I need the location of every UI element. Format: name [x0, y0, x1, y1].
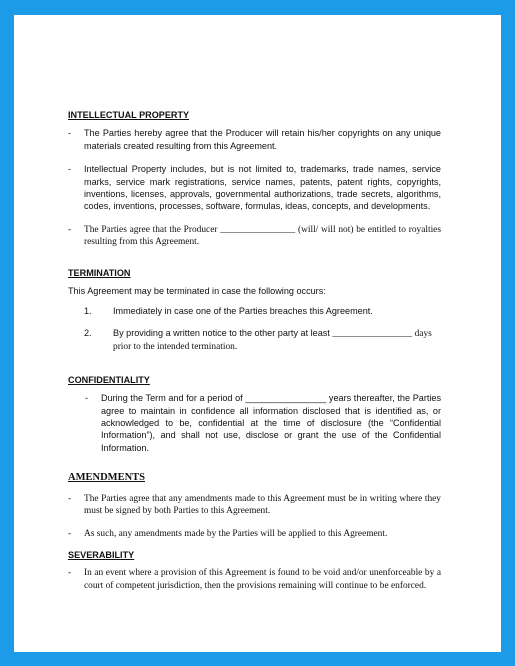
section-heading-confidentiality: CONFIDENTIALITY [68, 374, 150, 385]
section-amendments [68, 472, 441, 541]
section-heading-termination: TERMINATION [68, 267, 131, 278]
ip-item-1 [68, 127, 441, 152]
termination-item-text: Immediately in case one of the Parties breaches this Agreement. [113, 306, 373, 317]
bullet-dash: - [68, 128, 72, 139]
bullet-dash: - [85, 393, 89, 404]
item-number: 1. [84, 306, 92, 317]
severability-item [68, 567, 441, 592]
ip-item-2 [68, 163, 441, 213]
bullet-dash: - [68, 493, 72, 504]
section-severability [68, 549, 441, 592]
item-number: 2. [84, 327, 92, 338]
amendments-item-1 [68, 493, 441, 518]
ip-item-text: The Parties hereby agree that the Producer will retain his/her copyrights on any unique materials created resulting from this Agreement. [84, 128, 441, 151]
bullet-dash: - [68, 529, 72, 540]
blank-line: _________________ [332, 328, 413, 339]
amendments-item-2 [68, 528, 441, 540]
section-termination [68, 267, 441, 354]
document-page [14, 15, 501, 652]
termination-item-text: By providing a written notice to the other party at least [113, 327, 330, 338]
section-heading-intellectual-property: INTELLECTUAL PROPERTY [68, 110, 190, 120]
section-intellectual-property [68, 109, 441, 249]
termination-item-text-cont: days prior to the intended termination. [113, 328, 432, 353]
amendments-item-text: As such, any amendments made by the Parties will be applied to this Agreement. [84, 529, 388, 540]
amendments-item-text: The Parties agree that any amendments made to this Agreement must be in writing where they must be signed by both Parties to this Agreement. [84, 493, 441, 516]
bullet-dash: - [68, 224, 72, 235]
bullet-dash: - [68, 164, 72, 175]
section-heading-amendments: AMENDMENTS [68, 472, 146, 484]
bullet-dash: - [68, 568, 72, 579]
termination-item-2 [84, 327, 441, 354]
severability-text: In an event where a provision of this Agreement is found to be void and/or unenforceable by a court of competent jurisdiction, then the provisions remaining will continue to be enforced. [84, 568, 441, 591]
confidentiality-item [68, 392, 441, 454]
termination-item-1 [84, 305, 441, 317]
section-heading-severability: SEVERABILITY [68, 549, 135, 560]
termination-intro: This Agreement may be terminated in case the following occurs: [68, 286, 326, 297]
confidentiality-text: During the Term and for a period of ________________ years thereafter, the Parties agree to maintain in confidence all information disclosed that is identified as, or acknowledged to be, confidential at the time of disclosure (the “Confidential Information”), and shall not use, disclose or grant the use of the Confidential Information. [101, 393, 441, 453]
section-confidentiality [68, 374, 441, 454]
ip-item-3 [68, 224, 441, 249]
ip-item-text: The Parties agree that the Producer ________________ (will/ will not) be entitled to royalties resulting from this Agreement. [84, 224, 441, 248]
ip-item-text: Intellectual Property includes, but is not limited to, trademarks, trade names, service marks, service mark registrations, service names, patents, patent rights, copyrights, inventions, licenses, approvals, governmental authorizations, trade secrets, algorithms, codes, inventions, processes, software, formulas, ideas, concepts, and developments. [84, 164, 441, 212]
